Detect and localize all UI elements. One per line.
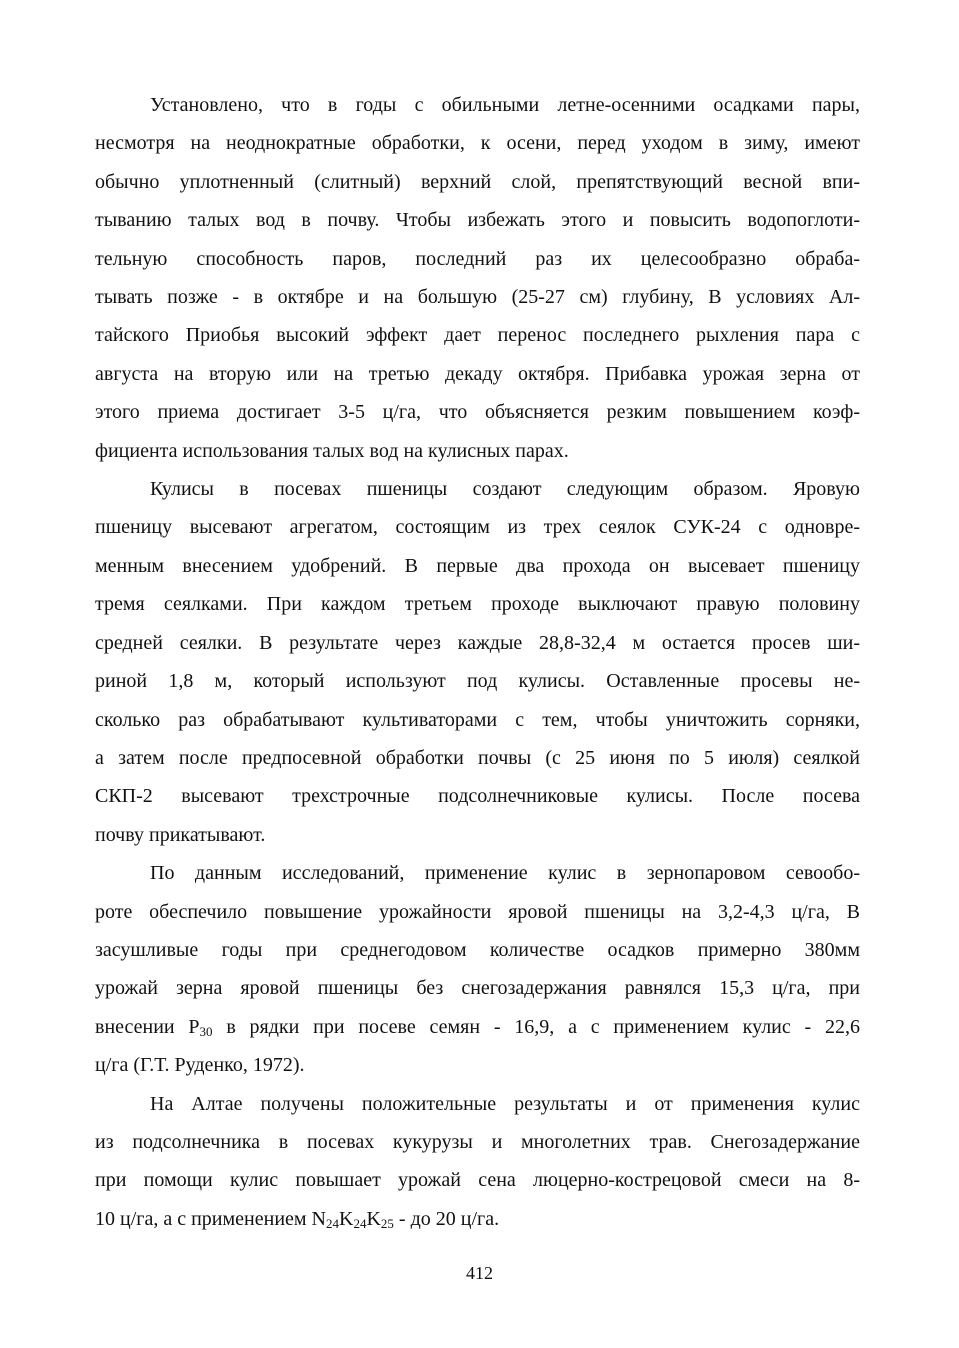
subscript: 25 xyxy=(380,1215,394,1231)
paragraph-2 xyxy=(95,470,860,854)
text-line: Кулисы в посевах пшеницы создают следующим образом. Яровую xyxy=(150,478,860,501)
text-line: Установлено, что в годы с обильными летне-осенними осадками пары, xyxy=(150,94,860,116)
text-fragment: 10 ц/га, а с применением N xyxy=(95,1207,326,1230)
text-line: роте обеспечило повышение урожайности яровой пшеницы на 3,2-4,3 ц/га, В xyxy=(95,900,860,923)
subscript: 30 xyxy=(199,1023,213,1039)
text-line: фициента использования талых вод на кулисных парах. xyxy=(95,439,569,462)
text-line: из подсолнечника в посевах кукурузы и многолетних трав. Снегозадержание xyxy=(95,1130,860,1153)
paragraph-1 xyxy=(95,86,860,470)
text-line: этого приема достигает 3-5 ц/га, что объясняется резким повышением коэф- xyxy=(95,401,860,424)
text-line: несмотря на неоднократные обработки, к осени, перед уходом в зиму, имеют xyxy=(95,132,860,155)
text-line: почву прикатывают. xyxy=(95,823,266,846)
paragraph-3 xyxy=(95,854,860,1084)
text-fragment: - до 20 ц/га. xyxy=(393,1207,500,1230)
text-line: августа на вторую или на третью декаду октября. Прибавка урожая зерна от xyxy=(95,362,860,385)
text-line: обычно уплотненный (слитный) верхний слой, препятствующий весной впи- xyxy=(95,170,860,193)
text-line: тремя сеялками. При каждом третьем проходе выключают правую половину xyxy=(95,593,860,616)
page-number: 412 xyxy=(466,1263,493,1283)
text-line: пшеницу высевают агрегатом, состоящим из трех сеялок СУК-24 с одновре- xyxy=(95,516,860,539)
body-text xyxy=(95,86,860,1238)
text-line: сколько раз обрабатывают культиваторами с тем, чтобы уничтожить сорняки, xyxy=(95,708,860,731)
subscript: 24 xyxy=(353,1215,367,1231)
text-line: риной 1,8 м, который используют под кулисы. Оставленные просевы не- xyxy=(95,670,860,693)
text-line-with-subscript xyxy=(95,1008,860,1046)
text-line-with-subscript xyxy=(95,1200,860,1238)
text-fragment: K xyxy=(339,1207,354,1230)
paragraph-4 xyxy=(95,1085,860,1239)
text-line: средней сеялки. В результате через каждые 28,8-32,4 м остается просев ши- xyxy=(95,631,860,654)
text-line: СКП-2 высевают трехстрочные подсолнечниковые кулисы. После посева xyxy=(95,785,860,808)
text-fragment: в рядки при посеве семян - 16,9, а с применением кулис - 22,6 xyxy=(212,1015,860,1038)
text-line: тайского Приобья высокий эффект дает перенос последнего рыхления пара с xyxy=(95,324,860,347)
text-line: ц/га (Г.Т. Руденко, 1972). xyxy=(95,1054,305,1077)
text-line: урожай зерна яровой пшеницы без снегозадержания равнялся 15,3 ц/га, при xyxy=(95,977,860,1000)
text-fragment: внесении P xyxy=(95,1015,200,1038)
subscript: 24 xyxy=(326,1215,339,1231)
text-line: засушливые годы при среднегодовом количестве осадков примерно 380мм xyxy=(95,938,860,961)
text-fragment: K xyxy=(366,1207,381,1230)
text-line: тывать позже - в октябре и на большую (25-27 см) глубину, В условиях Ал- xyxy=(95,286,860,309)
text-line: менным внесением удобрений. В первые два прохода он высевает пшеницу xyxy=(95,554,860,577)
text-line: По данным исследований, применение кулис в зернопаровом севообо- xyxy=(150,862,860,885)
text-line: тельную способность паров, последний раз их целесообразно обраба- xyxy=(95,247,860,270)
text-line: а затем после предпосевной обработки почвы (с 25 июня по 5 июля) сеялкой xyxy=(95,746,860,769)
text-line: тыванию талых вод в почву. Чтобы избежать этого и повысить водопоглоти- xyxy=(95,209,860,232)
text-line: при помощи кулис повышает урожай сена люцерно-кострецовой смеси на 8- xyxy=(95,1169,860,1192)
text-line: На Алтае получены положительные результаты и от применения кулис xyxy=(150,1092,860,1115)
